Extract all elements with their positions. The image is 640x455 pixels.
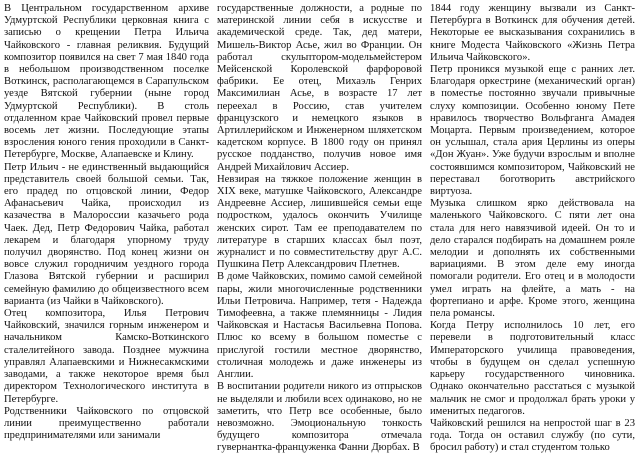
column-1 xyxy=(4,3,209,455)
paragraph: 1844 году женщину вызвали из Санкт-Петербурга в Воткинск для обучения детей. Некоторые ее высказывания сохранились в книге Модеста Чайковского «Жизнь Петра Ильича Чайковского». xyxy=(430,3,635,63)
paragraph: В Центральном государственном архиве Удмуртской Республики церковная книга с записью о крещении Петра Ильича Чайковского - главная реликвия. Будущий композитор появился на свет 7 мая 1840 года в небольшом производственном поселке Воткинск, располагающемся в Сарапульском уезде Вятской губернии (ныне город Удмуртской Республики). В столь отдаленном крае Чайковский провел первые восемь лет жизни. Последующие этапы взросления юного гения проходили в Санкт-Петербурге, Москве, Алапаевске и Клину. xyxy=(4,3,209,161)
paragraph: Отец композитора, Илья Петрович Чайковский, значился горным инженером и начальником Камско-Воткинского сталелитейного завода. Позднее мужчина управлял Алапаевскими и Нижнесакмскими заводами, а также некоторое время был директором Технологического института в Петербурге. xyxy=(4,308,209,405)
paragraph: Петр проникся музыкой еще с ранних лет. Благодаря оркестрине (механический орган) в поместье постоянно звучали привычные слуху композиции. Особенно юному Пете нравилось творчество Вольфганга Амадея Моцарта. Первым произведением, которое он услышал, стала ария Церлины из оперы «Дон Жуан». Уже будучи взрослым и вполне состоявшимся композитором, Чайковский не переставал боготворить австрийского виртуоза. xyxy=(430,64,635,198)
paragraph: государственные должности, а родные по материнской линии себя в искусстве и академической среде. Так, дед матери, Мишель-Виктор Асье, жил во Франции. Он работал скульптором-модельмейстером Мейсенской Королевской фарфоровой фабрики. Ее отец, Михаэль Генрих Максимилиан Асье, в возрасте 17 лет переехал в Россию, став учителем французского и немецкого языков в Артиллерийском и Инженерном шляхетском кадетском корпусе. В 1800 году он принял русское подданство, получив новое имя Андрей Михайлович Ассиер. xyxy=(217,3,422,173)
text-columns xyxy=(4,3,636,455)
paragraph: Родственники Чайковского по отцовской линии преимущественно работали предпринимателями или занимали xyxy=(4,405,209,442)
paragraph: Петр Ильич - не единственный выдающийся представитель своей большой семьи. Так, его прадед по отцовской линии, Федор Афанасьевич Чайка, происходил из казачества в Малороссии казачьего рода Чаек. Дед, Петр Федорович Чайка, работал лекарем и благодаря упорному труду получил дворянство. Под конец жизни он вовсе служил городничим уездного города Глазова Вятской губернии и расширил семейную фамилию до общеизвестного всем варианта (из Чайки в Чайковского). xyxy=(4,161,209,307)
paragraph: Когда Петру исполнилось 10 лет, его перевели в подготовительный класс Императорского училища правоведения, чтобы в будущем он сделал успешную карьеру государственного чиновника. Однако окончательно расстаться с музыкой мальчик не смог и продолжал брать уроки у именитых педагогов. xyxy=(430,320,635,417)
paragraph: В доме Чайковских, помимо самой семейной пары, жили многочисленные родственники Ильи Петровича. Например, тетя - Надежда Тимофеевна, а также племянницы - Лидия Чайковская и Настасья Васильевна Попова. Плюс ко всему в большом поместье с прислугой гостили местное дворянство, столичная молодежь и даже инженеры из Англии. xyxy=(217,271,422,381)
paragraph: В воспитании родители никого из отпрысков не выделяли и любили всех одинаково, но не заметить, что Петр все особенные, было невозможно. Эмоциональную тонкость будущего композитора отмечала гувернантка-француженка Фанни Дюрбах. В xyxy=(217,381,422,454)
paragraph: Невзирая на тяжкое положение женщин в XIX веке, матушке Чайковского, Александре Андреевне Ассиер, лишившейся семьи еще подростком, удалось окончить Училище женских сирот. Там ее преподавателем по литературе в старших классах был поэт, журналист и по совместительству друг А.С. Пушкина Петр Александрович Плетнев. xyxy=(217,173,422,271)
paragraph: Чайковский решился на непростой шаг в 23 года. Тогда он оставил службу (по сути, бросил работу) и стал студентом только xyxy=(430,417,635,454)
column-2 xyxy=(217,3,422,455)
column-3 xyxy=(430,3,635,455)
paragraph: Музыка слишком ярко действовала на маленького Чайковского. С пяти лет она стала для него навязчивой идеей. Он то и дело старался подбирать на домашнем рояле мелодии и дополнять их собственными вариациями. В этом деле ему иногда помогали родители. Его отец и в молодости умел играть на флейте, а мать - на фортепиано и арфе. Кроме этого, женщина пела романсы. xyxy=(430,198,635,320)
